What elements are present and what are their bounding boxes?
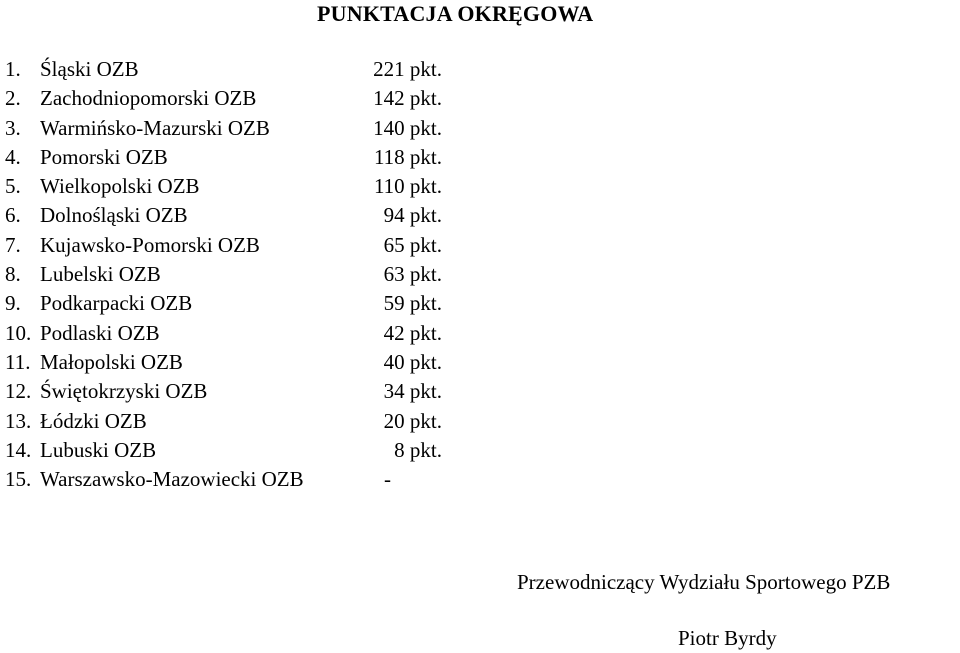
points-value: 8 pkt. bbox=[394, 437, 442, 462]
district-name: Warszawsko-Mazowiecki OZB bbox=[40, 467, 304, 492]
rank-number: 5. bbox=[5, 174, 21, 199]
rank-number: 13. bbox=[5, 408, 32, 433]
district-name: Wielkopolski OZB bbox=[40, 174, 200, 199]
points-value: 42 pkt. bbox=[383, 320, 442, 345]
page-title: PUNKTACJA OKRĘGOWA bbox=[317, 1, 594, 26]
points-value: 63 pkt. bbox=[383, 262, 442, 287]
district-name: Śląski OZB bbox=[40, 57, 139, 81]
points-value: 59 pkt. bbox=[383, 291, 442, 316]
district-name: Dolnośląski OZB bbox=[40, 203, 188, 228]
points-value: 110 pkt. bbox=[373, 174, 442, 199]
points-value: 40 pkt. bbox=[383, 349, 442, 374]
rank-number: 8. bbox=[5, 262, 21, 287]
district-name: Warmińsko-Mazurski OZB bbox=[40, 115, 270, 140]
rank-number: 1. bbox=[5, 57, 21, 81]
rank-number: 15. bbox=[5, 467, 32, 492]
points-value: 140 pkt. bbox=[373, 115, 442, 140]
district-name: Kujawsko-Pomorski OZB bbox=[40, 232, 260, 257]
points-value: 65 pkt. bbox=[383, 232, 442, 257]
points-value: - bbox=[384, 467, 391, 492]
district-name: Podlaski OZB bbox=[40, 320, 160, 345]
district-name: Pomorski OZB bbox=[40, 144, 168, 169]
district-name: Podkarpacki OZB bbox=[40, 291, 193, 316]
rank-number: 3. bbox=[5, 115, 21, 140]
points-value: 142 pkt. bbox=[373, 86, 442, 111]
district-name: Małopolski OZB bbox=[40, 349, 183, 374]
signature-name: Piotr Byrdy bbox=[678, 626, 777, 650]
rank-number: 9. bbox=[5, 291, 21, 316]
district-name: Lubelski OZB bbox=[40, 262, 161, 287]
district-name: Łódzki OZB bbox=[40, 408, 147, 433]
rank-number: 6. bbox=[5, 203, 21, 228]
points-value: 20 pkt. bbox=[383, 408, 442, 433]
rank-number: 11. bbox=[5, 349, 31, 374]
rank-number: 10. bbox=[5, 320, 32, 345]
points-value: 94 pkt. bbox=[383, 203, 442, 228]
signature-title: Przewodniczący Wydziału Sportowego PZB bbox=[517, 570, 891, 594]
points-value: 118 pkt. bbox=[373, 144, 442, 169]
district-name: Lubuski OZB bbox=[40, 437, 157, 462]
rank-number: 2. bbox=[5, 86, 21, 111]
rank-number: 12. bbox=[5, 379, 32, 404]
district-name: Zachodniopomorski OZB bbox=[40, 86, 257, 111]
district-name: Świętokrzyski OZB bbox=[40, 379, 208, 404]
points-value: 34 pkt. bbox=[383, 379, 442, 404]
rank-number: 4. bbox=[5, 144, 21, 169]
rank-number: 14. bbox=[5, 437, 32, 462]
points-value: 221 pkt. bbox=[373, 57, 442, 81]
rank-number: 7. bbox=[5, 232, 21, 257]
